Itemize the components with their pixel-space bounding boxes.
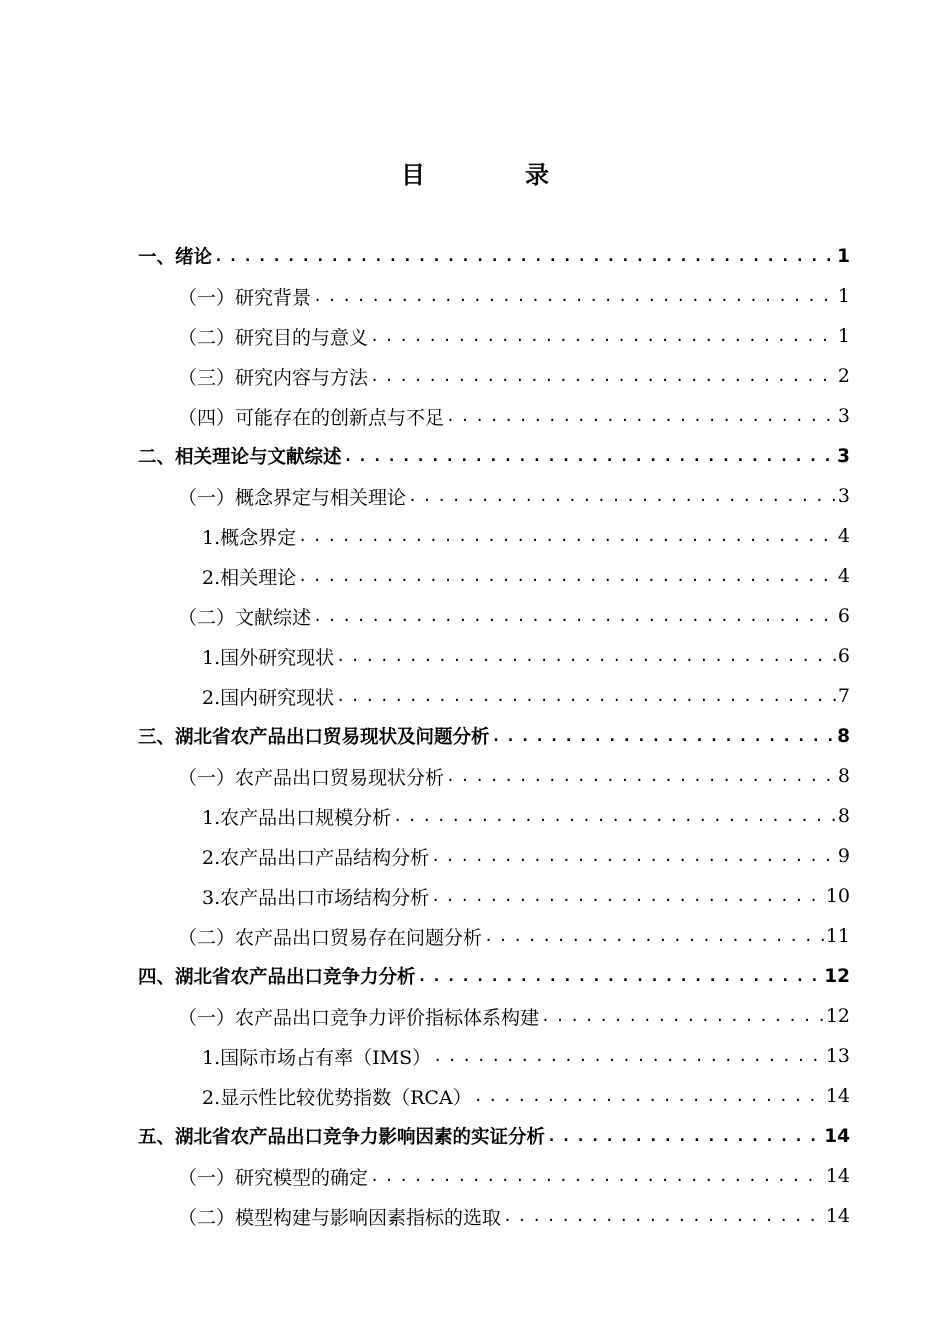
toc-entry-label: （二）研究目的与意义 [178, 326, 369, 349]
toc-entry-label: 三、湖北省农产品出口贸易现状及问题分析 [138, 727, 490, 748]
toc-entry-label: 五、湖北省农产品出口竞争力影响因素的实证分析 [138, 1127, 546, 1148]
toc-entry-page-number: 9 [837, 845, 850, 867]
toc-entry-label: 1.国外研究现状 [202, 646, 335, 669]
toc-entry-page-number: 11 [825, 925, 850, 947]
toc-entry[interactable] [178, 916, 850, 956]
toc-entry-page-number: 1 [837, 245, 850, 267]
toc-entry-label: （一）农产品出口竞争力评价指标体系构建 [178, 1006, 540, 1029]
toc-entry[interactable] [138, 436, 850, 476]
toc-entry[interactable] [202, 876, 850, 916]
toc-dot-leader [433, 1047, 824, 1065]
toc-entry-page-number: 7 [837, 685, 850, 707]
toc-entry[interactable] [202, 556, 850, 596]
toc-entry-label: 2.显示性比较优势指数（RCA） [202, 1086, 472, 1109]
toc-entry-label: 1.农产品出口规模分析 [202, 806, 392, 829]
toc-entry[interactable] [178, 756, 850, 796]
toc-dot-leader [446, 407, 836, 425]
toc-entry-label: （二）农产品出口贸易存在问题分析 [178, 926, 483, 949]
toc-entry-page-number: 12 [825, 1005, 850, 1027]
toc-entry-page-number: 1 [837, 325, 850, 347]
toc-entry-page-number: 14 [824, 1125, 850, 1147]
toc-entry[interactable] [178, 276, 850, 316]
toc-entry[interactable] [178, 596, 850, 636]
toc-entry-label: 一、绪论 [138, 247, 213, 268]
toc-entry-page-number: 6 [837, 645, 850, 667]
toc-entry[interactable] [202, 796, 850, 836]
toc-dot-leader [298, 567, 836, 585]
toc-entry[interactable] [138, 956, 850, 996]
toc-dot-leader [418, 967, 823, 985]
toc-entry-page-number: 14 [825, 1165, 850, 1187]
toc-dot-leader [446, 767, 836, 785]
toc-dot-leader [214, 247, 835, 265]
toc-entry-page-number: 3 [837, 405, 850, 427]
toc-entry-label: （二）文献综述 [178, 606, 312, 629]
toc-entry-page-number: 12 [824, 965, 850, 987]
toc-entry[interactable] [138, 716, 850, 756]
toc-entry-page-number: 14 [825, 1085, 850, 1107]
toc-dot-leader [393, 807, 836, 825]
toc-entry-label: （一）研究模型的确定 [178, 1166, 369, 1189]
toc-entry[interactable] [202, 1076, 850, 1116]
toc-dot-leader [370, 1167, 824, 1185]
toc-entry[interactable] [178, 1196, 850, 1236]
toc-dot-leader [370, 327, 836, 345]
toc-entry-label: 四、湖北省农产品出口竞争力分析 [138, 967, 416, 988]
toc-entry[interactable] [178, 476, 850, 516]
toc-entry[interactable] [178, 356, 850, 396]
toc-entry-label: （三）研究内容与方法 [178, 366, 369, 389]
toc-entry[interactable] [202, 836, 850, 876]
toc-entry[interactable] [202, 1036, 850, 1076]
toc-entry-label: 1.国际市场占有率（IMS） [202, 1046, 432, 1069]
toc-entry-page-number: 1 [837, 285, 850, 307]
toc-dot-leader [336, 687, 836, 705]
toc-dot-leader [313, 607, 836, 625]
toc-entry-page-number: 14 [825, 1205, 850, 1227]
toc-entry-page-number: 4 [837, 525, 850, 547]
toc-entry[interactable] [178, 396, 850, 436]
toc-dot-leader [431, 887, 824, 905]
toc-entry[interactable] [138, 236, 850, 276]
toc-dot-leader [541, 1007, 824, 1025]
toc-entry-label: 1.概念界定 [202, 526, 297, 549]
toc-entry[interactable] [178, 1156, 850, 1196]
toc-entry-page-number: 4 [837, 565, 850, 587]
toc-entry-label: 2.国内研究现状 [202, 686, 335, 709]
toc-dot-leader [547, 1127, 822, 1145]
toc-entry-page-number: 2 [837, 365, 850, 387]
toc-dot-leader [298, 527, 836, 545]
toc-entry-page-number: 13 [825, 1045, 850, 1067]
toc-entry-page-number: 3 [837, 445, 850, 467]
toc-entry-page-number: 6 [837, 605, 850, 627]
toc-entry-label: （一）农产品出口贸易现状分析 [178, 766, 445, 789]
toc-entry-label: 二、相关理论与文献综述 [138, 447, 342, 468]
toc-dot-leader [474, 1087, 824, 1105]
toc-dot-leader [344, 447, 836, 465]
page-title [0, 158, 950, 192]
toc-dot-leader [492, 727, 836, 745]
toc-entry-page-number: 3 [837, 485, 850, 507]
toc-entry[interactable] [138, 1116, 850, 1156]
toc-entry-label: （四）可能存在的创新点与不足 [178, 406, 445, 429]
toc-dot-leader [503, 1207, 824, 1225]
toc-entry[interactable] [178, 316, 850, 356]
toc-entry-page-number: 8 [837, 805, 850, 827]
toc-entry[interactable] [178, 996, 850, 1036]
toc-entry-page-number: 8 [837, 765, 850, 787]
toc-dot-leader [431, 847, 836, 865]
toc-entry-page-number: 8 [837, 725, 850, 747]
toc-dot-leader [484, 927, 824, 945]
toc-entry-label: （一）概念界定与相关理论 [178, 486, 407, 509]
title-part-1: 目 [401, 161, 425, 189]
toc-dot-leader [336, 647, 836, 665]
toc-entry-label: 2.相关理论 [202, 566, 297, 589]
toc-entry-label: 2.农产品出口产品结构分析 [202, 846, 430, 869]
toc-entry[interactable] [202, 516, 850, 556]
title-part-2: 录 [525, 161, 549, 189]
toc-dot-leader [313, 287, 836, 305]
toc-entry-page-number: 10 [825, 885, 850, 907]
toc-entry[interactable] [202, 636, 850, 676]
toc-entry-label: （一）研究背景 [178, 286, 312, 309]
toc-entry-label: 3.农产品出口市场结构分析 [202, 886, 430, 909]
toc-dot-leader [408, 487, 836, 505]
toc-dot-leader [370, 367, 836, 385]
toc-entry[interactable] [202, 676, 850, 716]
toc-entry-label: （二）模型构建与影响因素指标的选取 [178, 1206, 502, 1229]
